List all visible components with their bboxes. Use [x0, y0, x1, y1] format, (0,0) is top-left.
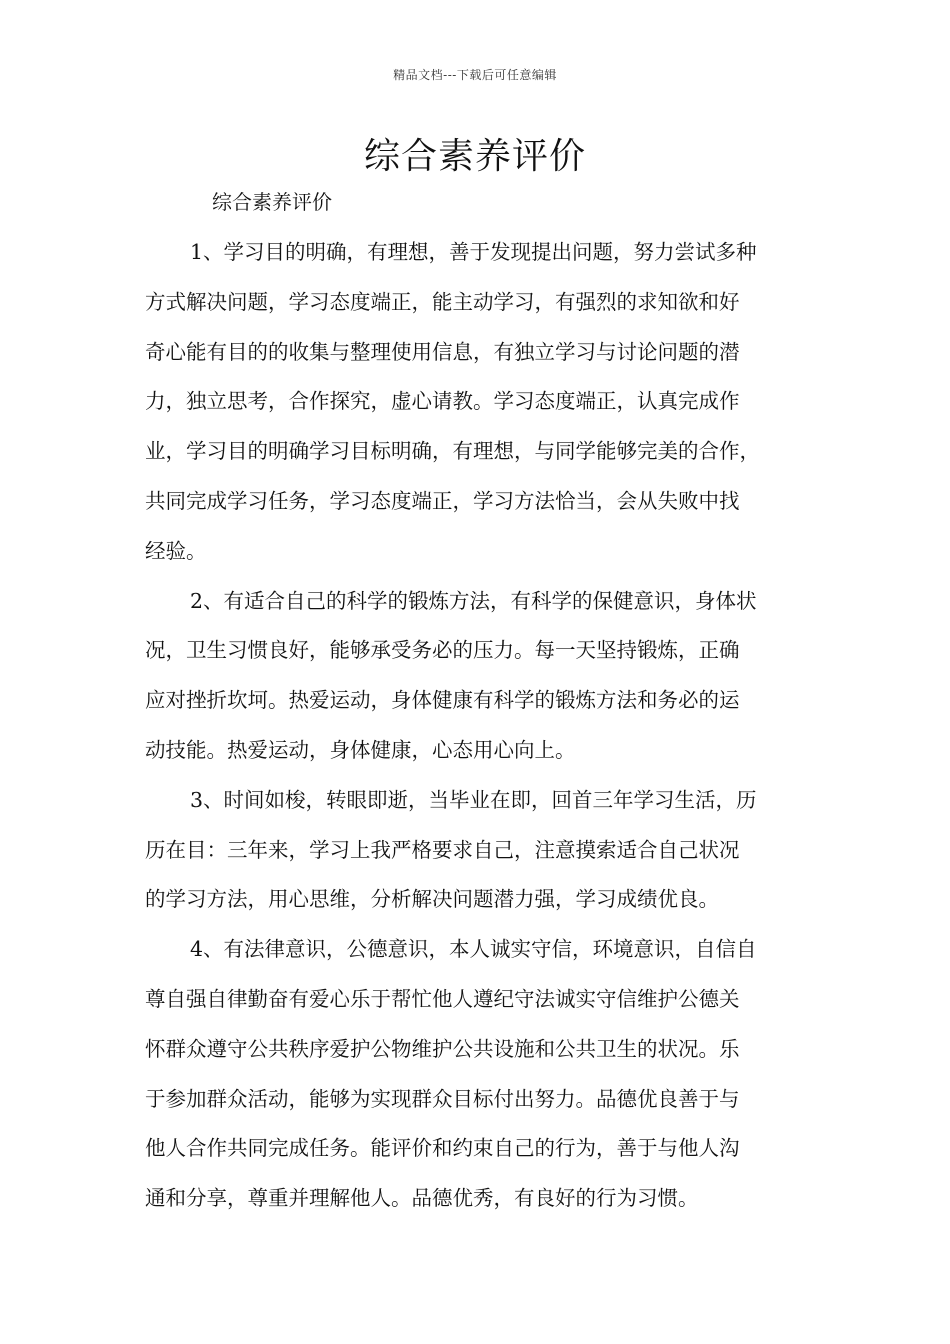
text-line: 1、学习目的明确，有理想，善于发现提出问题，努力尝试多种 [190, 240, 757, 264]
document-body [145, 228, 830, 1224]
paragraph-4 [145, 925, 830, 1224]
text-line: 于参加群众活动，能够为实现群众目标付出努力。品德优良善于与 [145, 1086, 740, 1111]
text-line: 共同完成学习任务，学习态度端正，学习方法恰当，会从失败中找 [145, 488, 740, 513]
text-line: 通和分享，尊重并理解他人。品德优秀，有良好的行为习惯。 [145, 1186, 699, 1211]
text-line: 况，卫生习惯良好，能够承受务必的压力。每一天坚持锻炼，正确 [145, 638, 740, 663]
text-line: 4、有法律意识，公德意识，本人诚实守信，环境意识，自信自 [190, 937, 757, 962]
document-title: 综合素养评价 [363, 136, 586, 177]
paragraph-3 [145, 776, 830, 925]
text-line: 方式解决问题，学习态度端正，能主动学习，有强烈的求知欲和好 [145, 289, 740, 314]
text-line: 力，独立思考，合作探究，虚心请教。学习态度端正，认真完成作 [145, 389, 740, 414]
text-line: 经验。 [145, 538, 207, 563]
paragraph-1 [145, 228, 830, 577]
header-note: 精品文档---下载后可任意编辑 [393, 68, 557, 82]
text-line: 历在目：三年来，学习上我严格要求自己，注意摸索适合自己状况 [145, 837, 740, 862]
document-subtitle: 综合素养评价 [212, 190, 332, 214]
text-line: 应对挫折坎坷。热爱运动，身体健康有科学的锻炼方法和务必的运 [145, 688, 740, 713]
text-line: 尊自强自律勤奋有爱心乐于帮忙他人遵纪守法诚实守信维护公德关 [145, 986, 740, 1011]
text-line: 他人合作共同完成任务。能评价和约束自己的行为，善于与他人沟 [145, 1136, 740, 1161]
text-line: 业，学习目的明确学习目标明确，有理想，与同学能够完美的合作， [145, 439, 760, 464]
paragraph-2 [145, 577, 830, 776]
text-line: 3、时间如梭，转眼即逝，当毕业在即，回首三年学习生活，历 [190, 787, 757, 812]
text-line: 怀群众遵守公共秩序爱护公物维护公共设施和公共卫生的状况。乐 [145, 1036, 740, 1061]
text-line: 的学习方法，用心思维，分析解决问题潜力强，学习成绩优良。 [145, 887, 719, 912]
text-line: 动技能。热爱运动，身体健康，心态用心向上。 [145, 737, 576, 762]
text-line: 2、有适合自己的科学的锻炼方法，有科学的保健意识，身体状 [190, 588, 757, 613]
text-line: 奇心能有目的的收集与整理使用信息，有独立学习与讨论问题的潜 [145, 339, 740, 364]
